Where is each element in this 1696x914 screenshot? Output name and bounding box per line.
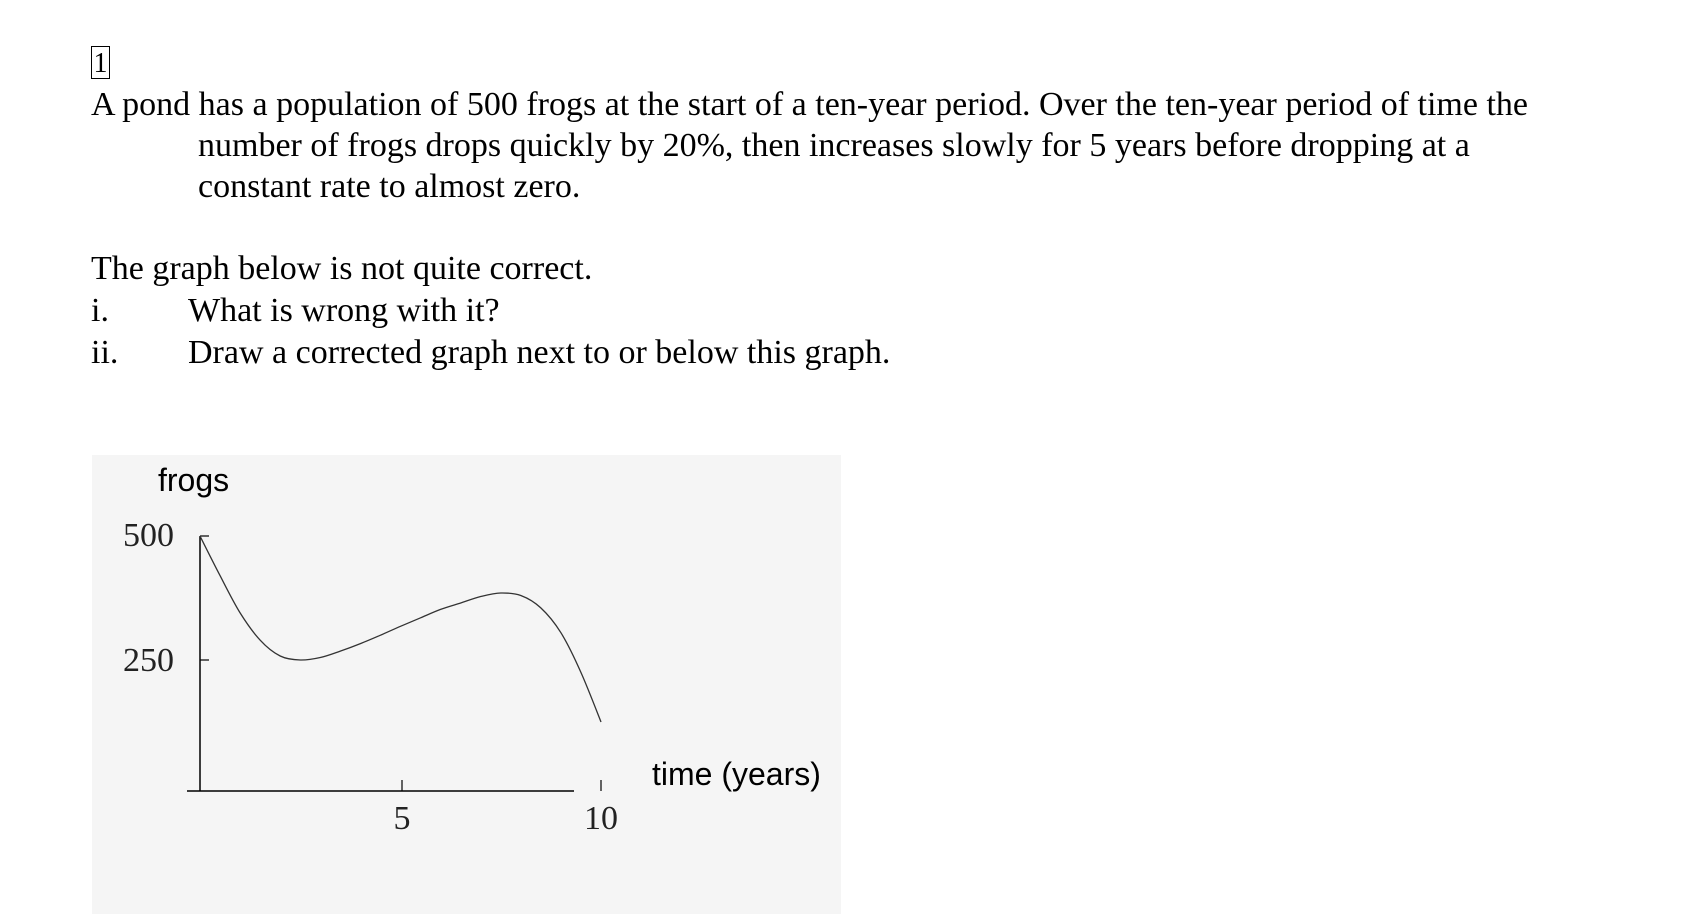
item-ii-text: Draw a corrected graph next to or below this graph. (188, 334, 891, 371)
item-ii-number: ii. (91, 334, 119, 371)
y-tick-label-500: 500 (123, 517, 174, 554)
question-text-line-3: constant rate to almost zero. (198, 168, 581, 205)
y-tick-label-250: 250 (123, 642, 174, 679)
question-text-line-2: number of frogs drops quickly by 20%, then increases slowly for 5 years before dropping at a (198, 127, 1470, 164)
x-axis-label: time (years) (652, 756, 821, 792)
question-number-box: 1 (91, 46, 110, 79)
question-text-line-1: A pond has a population of 500 frogs at the start of a ten-year period. Over the ten-year period of time the (91, 86, 1528, 123)
x-tick-label-10: 10 (584, 800, 618, 837)
item-i-text: What is wrong with it? (188, 292, 500, 329)
frog-graph (92, 455, 841, 914)
frog-graph-svg (92, 455, 841, 914)
frogs-series-line (200, 536, 601, 722)
y-axis-label: frogs (158, 462, 230, 498)
x-tick-label-5: 5 (393, 800, 411, 837)
graph-intro-text: The graph below is not quite correct. (91, 250, 593, 287)
item-i-number: i. (91, 292, 109, 329)
